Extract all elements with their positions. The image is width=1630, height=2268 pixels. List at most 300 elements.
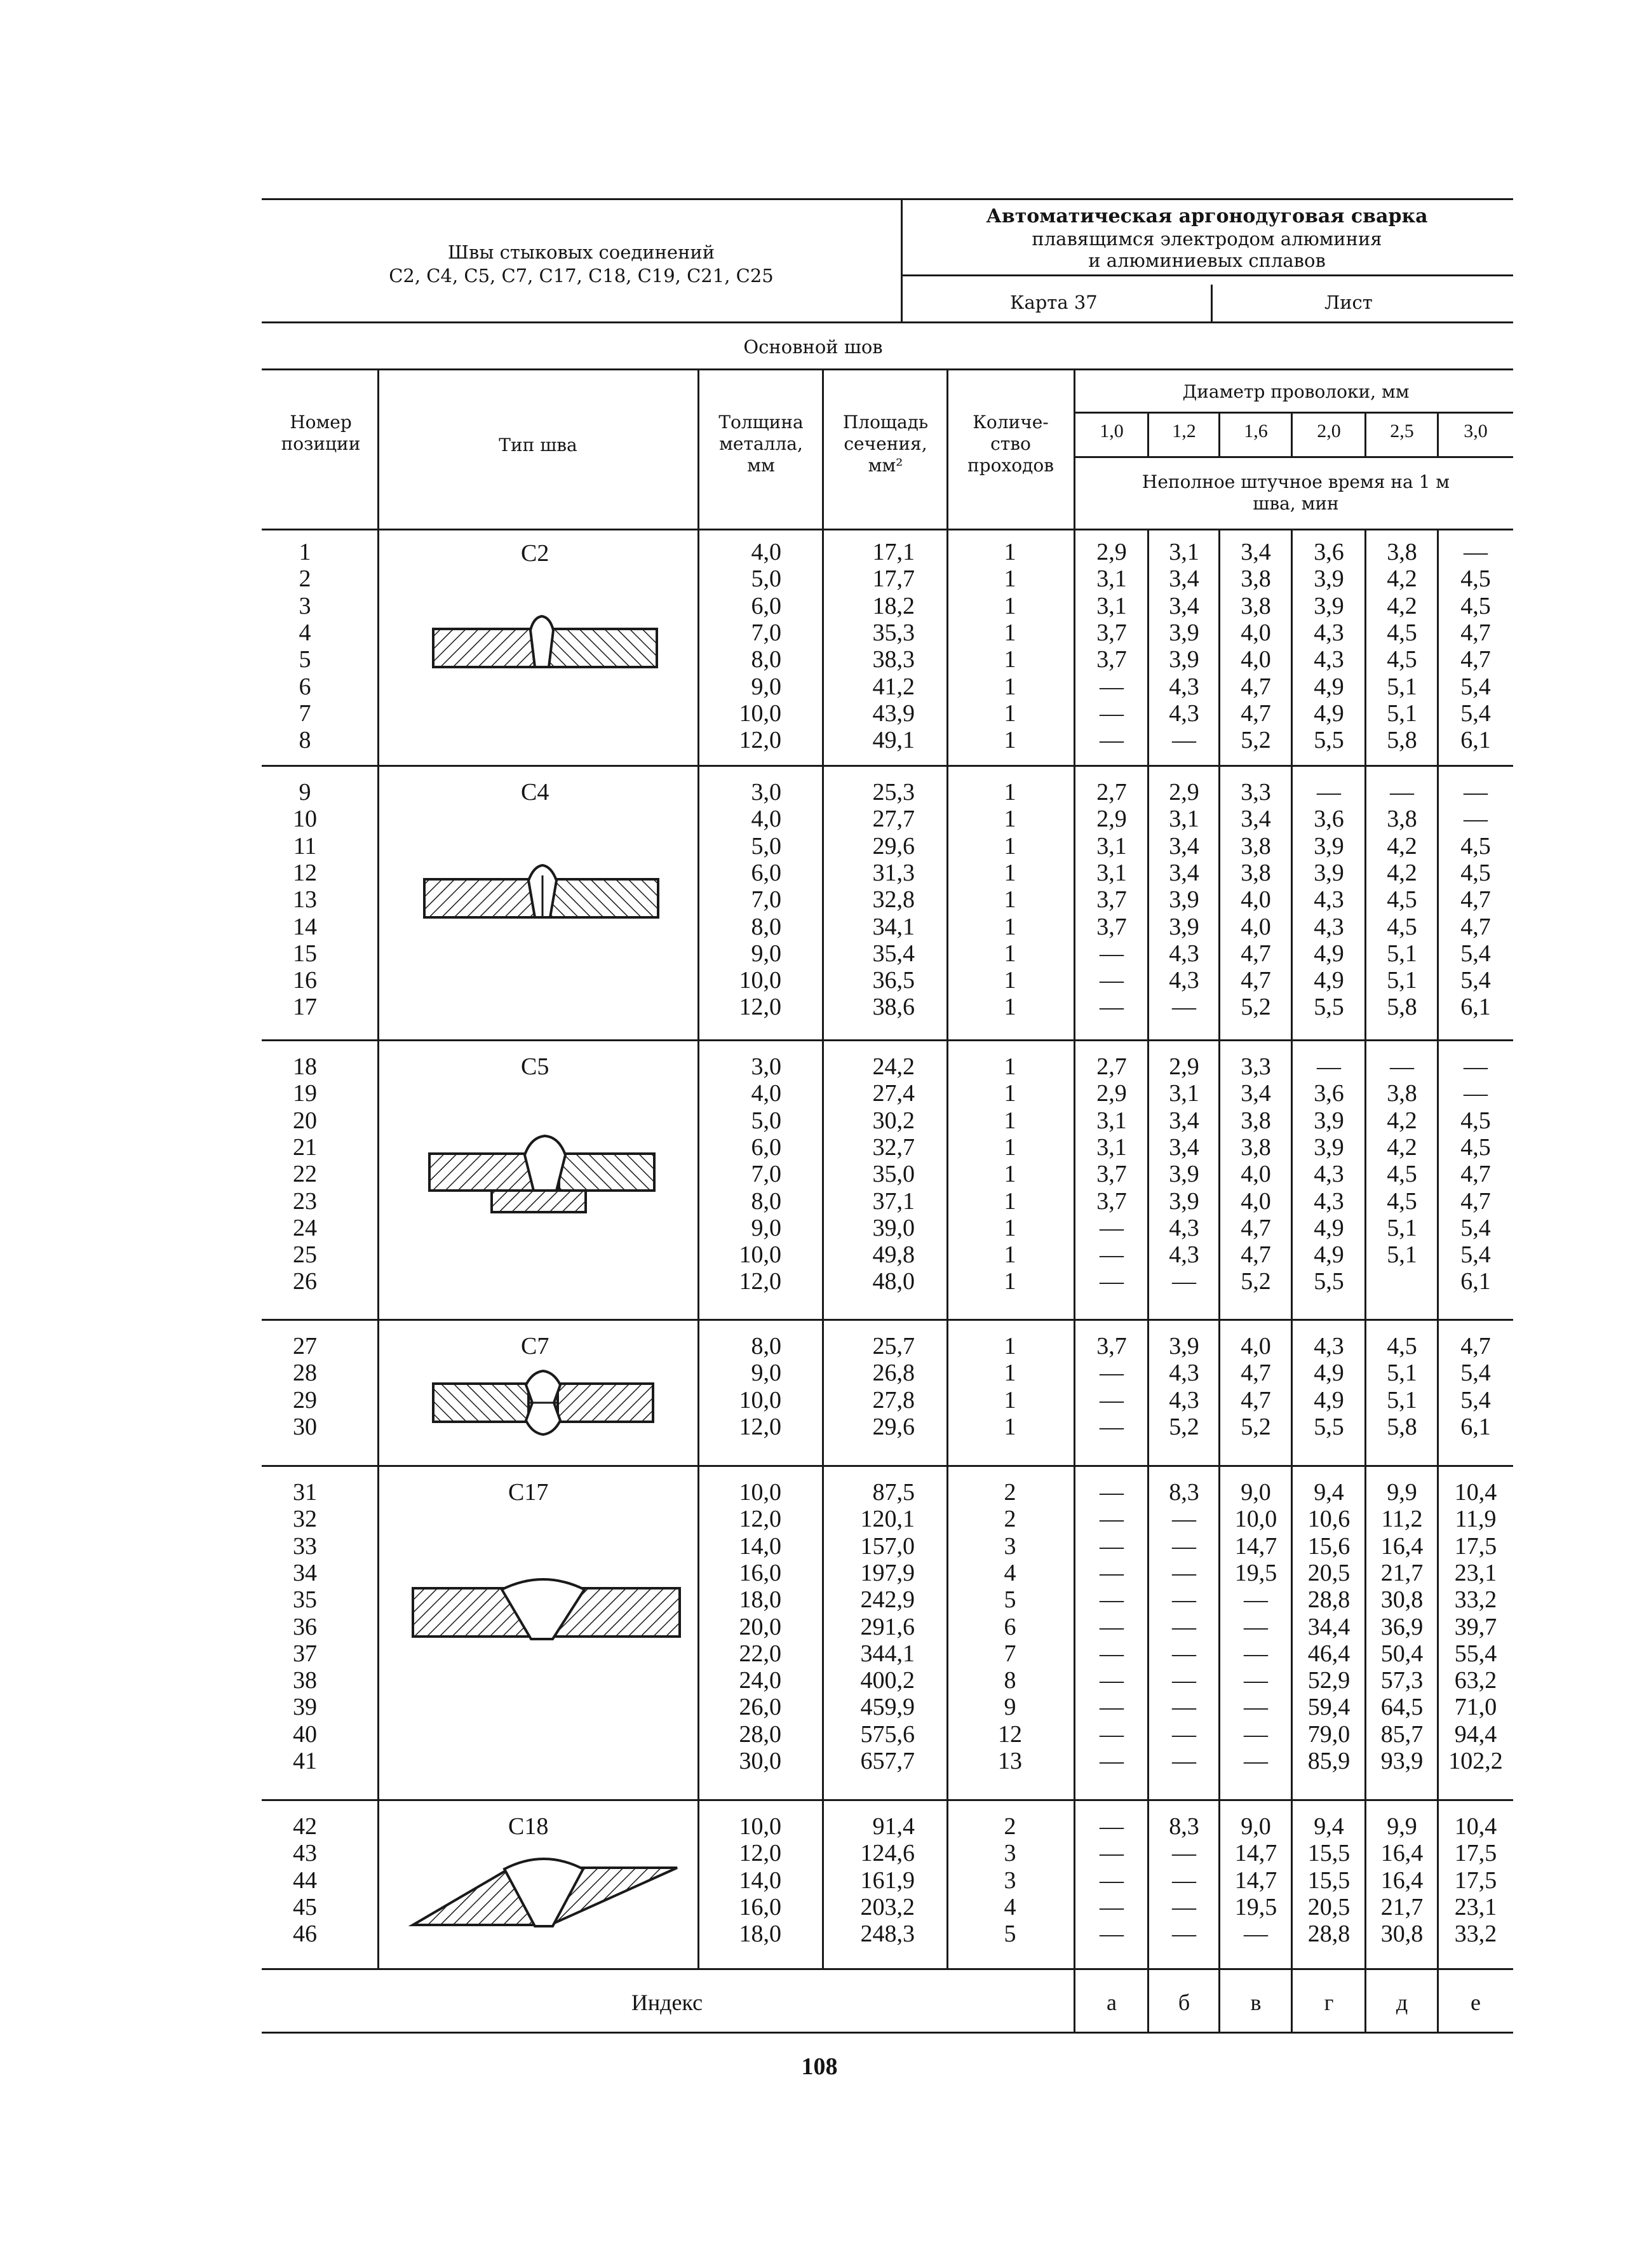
time-value: — (1172, 1893, 1196, 1920)
time-value: — (1172, 1866, 1196, 1894)
time-value: — (1100, 1559, 1124, 1586)
time-value: — (1464, 1080, 1488, 1107)
time-value: 16,4 (1380, 1840, 1424, 1867)
time-value: 6,1 (1460, 727, 1491, 754)
area-value: 29,6 (872, 1413, 915, 1440)
thickness-value: 9,0 (751, 1360, 781, 1387)
area-value: 203,2 (860, 1893, 915, 1920)
time-value: — (1172, 1748, 1196, 1774)
time-value: 4,2 (1387, 859, 1417, 886)
time-value: 4,0 (1241, 1161, 1271, 1188)
time-value: 4,5 (1460, 1133, 1491, 1161)
area-value: 17,7 (872, 565, 915, 593)
time-value: — (1244, 1720, 1268, 1748)
time-value: 9,4 (1314, 1479, 1344, 1506)
weld-type-label: С18 (508, 1813, 549, 1840)
time-value: 4,5 (1460, 565, 1491, 593)
passes-value: 8 (1004, 1667, 1016, 1694)
time-value: — (1100, 727, 1124, 754)
thickness-value: 7,0 (751, 1161, 781, 1188)
time-value: 4,5 (1387, 886, 1417, 914)
weld-type-label: С7 (521, 1333, 549, 1360)
passes-value: 1 (1004, 646, 1016, 673)
position-number: 15 (293, 940, 317, 967)
time-value: 4,7 (1460, 1161, 1491, 1188)
area-value: 344,1 (860, 1640, 915, 1667)
time-value: 4,9 (1314, 1241, 1344, 1269)
time-value: — (1100, 1813, 1124, 1840)
time-value: 9,9 (1387, 1813, 1417, 1840)
position-number: 41 (293, 1748, 317, 1774)
time-value: 5,4 (1460, 1360, 1491, 1387)
passes-value: 1 (1004, 727, 1016, 754)
time-value: 4,7 (1460, 646, 1491, 673)
time-value: 55,4 (1454, 1640, 1497, 1667)
area-value: 157,0 (860, 1532, 915, 1560)
passes-value: 1 (1004, 1080, 1016, 1107)
time-value: — (1244, 1586, 1268, 1614)
passes-value: 1 (1004, 673, 1016, 700)
time-value: 3,1 (1096, 1133, 1127, 1161)
time-value: 3,4 (1241, 806, 1271, 833)
time-value: 4,7 (1241, 673, 1271, 700)
thickness-value: 4,0 (751, 539, 781, 565)
time-value: 57,3 (1380, 1667, 1424, 1694)
thickness-value: 10,0 (739, 699, 781, 727)
time-value: 85,9 (1307, 1748, 1350, 1774)
time-value: 5,2 (1241, 727, 1271, 754)
time-value: — (1100, 1214, 1124, 1241)
time-value: 15,6 (1307, 1532, 1350, 1560)
card-label: Карта 37 (1010, 292, 1098, 313)
time-value: 9,9 (1387, 1479, 1417, 1506)
time-value: 3,8 (1241, 592, 1271, 619)
time-value: — (1100, 1748, 1124, 1774)
passes-value: 1 (1004, 779, 1016, 806)
time-value: — (1172, 1720, 1196, 1748)
thickness-value: 12,0 (739, 1413, 781, 1440)
time-value: 4,3 (1314, 646, 1344, 673)
time-value: 5,1 (1387, 673, 1417, 700)
position-number: 26 (293, 1268, 317, 1295)
position-number: 24 (293, 1214, 317, 1241)
time-value: 2,7 (1096, 779, 1127, 806)
time-value: 4,9 (1314, 1386, 1344, 1414)
time-value: 3,8 (1241, 859, 1271, 886)
time-value: 3,1 (1169, 1080, 1199, 1107)
time-value: — (1172, 1506, 1196, 1533)
time-value: 3,1 (1169, 539, 1199, 565)
time-value: — (1100, 1268, 1124, 1295)
time-value: 4,7 (1241, 699, 1271, 727)
time-value: 4,9 (1314, 673, 1344, 700)
passes-value: 2 (1004, 1506, 1016, 1533)
time-value: 4,7 (1241, 940, 1271, 967)
page-number: 108 (801, 2053, 838, 2080)
time-value: — (1244, 1920, 1268, 1948)
area-value: 120,1 (860, 1506, 915, 1533)
time-value: — (1464, 1053, 1488, 1080)
time-value: 4,3 (1314, 1333, 1344, 1360)
passes-value: 1 (1004, 1333, 1016, 1360)
time-value: 5,8 (1387, 1413, 1417, 1440)
index-letter: в (1250, 1990, 1262, 2015)
thickness-value: 12,0 (739, 727, 781, 754)
time-value: 30,8 (1380, 1920, 1424, 1948)
time-value: 4,3 (1169, 967, 1199, 994)
area-value: 32,8 (872, 886, 915, 914)
position-number: 27 (293, 1333, 317, 1360)
time-value: 4,3 (1169, 1214, 1199, 1241)
time-value: 20,5 (1307, 1559, 1350, 1586)
time-value: 4,3 (1314, 1161, 1344, 1188)
thickness-value: 22,0 (739, 1640, 781, 1667)
time-value: 21,7 (1380, 1559, 1424, 1586)
time-value: 85,7 (1380, 1720, 1424, 1748)
thickness-value: 10,0 (739, 1241, 781, 1269)
passes-value: 1 (1004, 699, 1016, 727)
time-value: — (1100, 699, 1124, 727)
time-value: — (1317, 1053, 1341, 1080)
position-number: 42 (293, 1813, 317, 1840)
time-value: 4,5 (1387, 619, 1417, 646)
time-value: — (1464, 779, 1488, 806)
time-value: — (1100, 1479, 1124, 1506)
time-value: — (1100, 1667, 1124, 1694)
passes-value: 1 (1004, 1386, 1016, 1414)
time-value: 3,8 (1387, 806, 1417, 833)
thickness-value: 12,0 (739, 994, 781, 1021)
passes-value: 4 (1004, 1559, 1016, 1586)
time-value: 3,9 (1314, 592, 1344, 619)
time-value: 3,3 (1241, 779, 1271, 806)
time-value: — (1172, 727, 1196, 754)
time-value: 3,6 (1314, 539, 1344, 565)
time-value: 3,4 (1241, 1080, 1271, 1107)
time-value: — (1172, 1640, 1196, 1667)
area-value: 161,9 (860, 1866, 915, 1894)
time-value: 4,5 (1460, 1107, 1491, 1134)
sheet-label: Лист (1324, 292, 1373, 313)
passes-value: 4 (1004, 1893, 1016, 1920)
area-value: 24,2 (872, 1053, 915, 1080)
col-head-time-note: Неполное штучное время на 1 м шва, мин (1142, 471, 1450, 514)
position-number: 17 (293, 994, 317, 1021)
weld-diagram-c17 (413, 1579, 680, 1639)
time-value: 17,5 (1454, 1532, 1497, 1560)
passes-value: 2 (1004, 1479, 1016, 1506)
position-number: 18 (293, 1053, 317, 1080)
time-value: 5,2 (1241, 1413, 1271, 1440)
time-value: 4,5 (1460, 592, 1491, 619)
position-number: 3 (299, 592, 311, 619)
time-value: — (1100, 1532, 1124, 1560)
time-value: 39,7 (1454, 1613, 1497, 1640)
time-value: 3,4 (1169, 592, 1199, 619)
position-number: 31 (293, 1479, 317, 1506)
thickness-value: 8,0 (751, 646, 781, 673)
time-value: 4,3 (1169, 1386, 1199, 1414)
position-number: 5 (299, 646, 311, 673)
index-top-rule (262, 1968, 1513, 1970)
area-value: 291,6 (860, 1613, 915, 1640)
time-value: 93,9 (1380, 1748, 1424, 1774)
time-value: 4,2 (1387, 1107, 1417, 1134)
thickness-value: 6,0 (751, 859, 781, 886)
time-value: 3,8 (1387, 539, 1417, 565)
time-value: 79,0 (1307, 1720, 1350, 1748)
time-value: 3,7 (1096, 619, 1127, 646)
time-value: 4,3 (1314, 1187, 1344, 1215)
time-value: — (1464, 806, 1488, 833)
time-value: 10,4 (1454, 1479, 1497, 1506)
area-value: 657,7 (860, 1748, 915, 1774)
time-value: 2,9 (1096, 806, 1127, 833)
time-value: 3,1 (1096, 832, 1127, 860)
time-value: 4,5 (1387, 1333, 1417, 1360)
time-value: 3,7 (1096, 1187, 1127, 1215)
thickness-value: 10,0 (739, 1386, 781, 1414)
time-value: 4,0 (1241, 619, 1271, 646)
position-number: 20 (293, 1107, 317, 1134)
area-value: 25,3 (872, 779, 915, 806)
time-value: — (1100, 1241, 1124, 1269)
position-number: 38 (293, 1667, 317, 1694)
thickness-value: 9,0 (751, 940, 781, 967)
time-value: 4,2 (1387, 592, 1417, 619)
area-value: 400,2 (860, 1667, 915, 1694)
position-number: 14 (293, 913, 317, 940)
position-number: 7 (299, 699, 311, 727)
passes-value: 1 (1004, 592, 1016, 619)
time-value: 4,0 (1241, 1333, 1271, 1360)
thickness-value: 5,0 (751, 832, 781, 860)
position-number: 4 (299, 619, 311, 646)
position-number: 13 (293, 886, 317, 914)
header-right-title-1: Автоматическая аргонодуговая сварка (986, 205, 1428, 227)
time-value: 4,5 (1387, 646, 1417, 673)
position-number: 30 (293, 1413, 317, 1440)
thickness-value: 28,0 (739, 1720, 781, 1748)
thickness-value: 10,0 (739, 1813, 781, 1840)
time-value: 20,5 (1307, 1893, 1350, 1920)
time-value: 4,7 (1460, 1333, 1491, 1360)
thickness-value: 26,0 (739, 1694, 781, 1721)
time-value: 5,2 (1241, 1268, 1271, 1295)
time-value: 28,8 (1307, 1586, 1350, 1614)
time-value: 3,7 (1096, 913, 1127, 940)
passes-value: 5 (1004, 1586, 1016, 1614)
time-value: 3,1 (1096, 592, 1127, 619)
time-value: 3,7 (1096, 646, 1127, 673)
weld-diagram-c5 (429, 1136, 654, 1212)
diameter-label: 1,2 (1172, 421, 1196, 442)
time-value: 4,7 (1460, 886, 1491, 914)
passes-value: 1 (1004, 994, 1016, 1021)
time-value: 5,1 (1387, 1386, 1417, 1414)
weld-diagram-c2 (433, 616, 657, 667)
passes-value: 1 (1004, 1161, 1016, 1188)
time-value: 2,9 (1169, 1053, 1199, 1080)
area-value: 43,9 (872, 699, 915, 727)
area-value: 91,4 (872, 1813, 915, 1840)
position-number: 43 (293, 1840, 317, 1867)
thickness-value: 14,0 (739, 1532, 781, 1560)
diameter-label: 2,5 (1390, 421, 1414, 442)
time-value: — (1244, 1640, 1268, 1667)
passes-value: 3 (1004, 1840, 1016, 1867)
time-value: 36,9 (1380, 1613, 1424, 1640)
time-value: 3,9 (1169, 913, 1199, 940)
weld-diagram-c18 (413, 1859, 677, 1926)
time-value: — (1172, 1667, 1196, 1694)
position-number: 35 (293, 1586, 317, 1614)
passes-value: 2 (1004, 1813, 1016, 1840)
time-value: 4,9 (1314, 967, 1344, 994)
thickness-value: 4,0 (751, 806, 781, 833)
time-value: 4,3 (1169, 673, 1199, 700)
time-value: 4,7 (1241, 967, 1271, 994)
position-number: 19 (293, 1080, 317, 1107)
time-value: — (1172, 1694, 1196, 1721)
header-right-title-3: и алюминиевых сплавов (1088, 250, 1326, 271)
passes-value: 9 (1004, 1694, 1016, 1721)
thickness-value: 3,0 (751, 1053, 781, 1080)
time-value: 59,4 (1307, 1694, 1350, 1721)
time-value: 3,9 (1169, 646, 1199, 673)
time-value: 3,4 (1169, 859, 1199, 886)
thickness-value: 4,0 (751, 1080, 781, 1107)
time-value: 23,1 (1454, 1893, 1497, 1920)
index-label: Индекс (631, 1990, 703, 2015)
thickness-value: 18,0 (739, 1920, 781, 1948)
thickness-value: 8,0 (751, 1187, 781, 1215)
weld-type-label: С17 (508, 1479, 549, 1506)
time-value: 4,3 (1314, 913, 1344, 940)
passes-value: 1 (1004, 565, 1016, 593)
time-value: 4,3 (1314, 886, 1344, 914)
position-number: 6 (299, 673, 311, 700)
passes-value: 1 (1004, 806, 1016, 833)
time-value: 63,2 (1454, 1667, 1497, 1694)
time-value: — (1244, 1667, 1268, 1694)
position-number: 22 (293, 1161, 317, 1188)
area-value: 124,6 (860, 1840, 915, 1867)
area-value: 25,7 (872, 1333, 915, 1360)
passes-value: 1 (1004, 859, 1016, 886)
time-value: — (1100, 1360, 1124, 1387)
time-value: 5,1 (1387, 940, 1417, 967)
passes-value: 1 (1004, 539, 1016, 565)
thickness-value: 5,0 (751, 1107, 781, 1134)
area-value: 38,3 (872, 646, 915, 673)
col-head-wire-diameter: Диаметр проволоки, мм (1182, 381, 1410, 402)
area-value: 37,1 (872, 1187, 915, 1215)
thickness-value: 14,0 (739, 1866, 781, 1894)
area-value: 41,2 (872, 673, 915, 700)
time-value: 4,9 (1314, 1214, 1344, 1241)
passes-value: 1 (1004, 886, 1016, 914)
time-value: 6,1 (1460, 1413, 1491, 1440)
time-value: 2,9 (1096, 539, 1127, 565)
diameter-label: 1,6 (1244, 421, 1268, 442)
header-right-title-2: плавящимся электродом алюминия (1032, 228, 1382, 250)
area-value: 27,8 (872, 1386, 915, 1414)
time-value: 9,0 (1241, 1479, 1271, 1506)
area-value: 32,7 (872, 1133, 915, 1161)
thickness-value: 6,0 (751, 592, 781, 619)
time-value: — (1100, 1586, 1124, 1614)
area-value: 29,6 (872, 832, 915, 860)
weld-type-label: С5 (521, 1053, 549, 1080)
area-value: 49,1 (872, 727, 915, 754)
area-value: 35,0 (872, 1161, 915, 1188)
thickness-value: 10,0 (739, 967, 781, 994)
time-value: 16,4 (1380, 1532, 1424, 1560)
time-value: 5,5 (1314, 994, 1344, 1021)
time-value: 4,3 (1314, 619, 1344, 646)
time-value: 64,5 (1380, 1694, 1424, 1721)
area-value: 30,2 (872, 1107, 915, 1134)
index-bottom-rule (262, 2032, 1513, 2034)
passes-value: 6 (1004, 1613, 1016, 1640)
time-value: — (1100, 1506, 1124, 1533)
header-left-subtitle: С2, С4, С5, С7, С17, С18, С19, С21, С25 (389, 265, 774, 287)
time-value: 4,3 (1169, 940, 1199, 967)
col-head-passes: Количе- ство проходов (967, 412, 1054, 476)
position-number: 21 (293, 1133, 317, 1161)
thickness-value: 6,0 (751, 1133, 781, 1161)
time-value: 5,4 (1460, 1241, 1491, 1269)
area-value: 27,7 (872, 806, 915, 833)
time-value: 17,5 (1454, 1866, 1497, 1894)
time-value: 3,1 (1096, 565, 1127, 593)
time-value: 5,1 (1387, 967, 1417, 994)
position-number: 39 (293, 1694, 317, 1721)
passes-value: 1 (1004, 1053, 1016, 1080)
area-value: 48,0 (872, 1268, 915, 1295)
area-value: 26,8 (872, 1360, 915, 1387)
header-left-title: Швы стыковых соединений (447, 241, 715, 263)
thickness-value: 12,0 (739, 1506, 781, 1533)
weld-type-label: С2 (521, 540, 549, 567)
thickness-value: 8,0 (751, 913, 781, 940)
position-number: 12 (293, 859, 317, 886)
time-value: 4,5 (1387, 1187, 1417, 1215)
thickness-value: 7,0 (751, 886, 781, 914)
position-number: 9 (299, 779, 311, 806)
time-value: 23,1 (1454, 1559, 1497, 1586)
thickness-value: 5,0 (751, 565, 781, 593)
time-value: 10,0 (1234, 1506, 1277, 1533)
time-value: 3,1 (1169, 806, 1199, 833)
time-value: — (1100, 994, 1124, 1021)
time-value: — (1172, 1586, 1196, 1614)
time-value: 3,1 (1096, 1107, 1127, 1134)
time-value: 5,5 (1314, 1268, 1344, 1295)
position-number: 28 (293, 1360, 317, 1387)
position-number: 33 (293, 1532, 317, 1560)
time-value: 5,1 (1387, 1360, 1417, 1387)
time-value: 2,7 (1096, 1053, 1127, 1080)
time-value: 102,2 (1448, 1748, 1503, 1774)
area-value: 242,9 (860, 1586, 915, 1614)
time-value: 33,2 (1454, 1586, 1497, 1614)
position-number: 23 (293, 1187, 317, 1215)
passes-value: 1 (1004, 619, 1016, 646)
area-value: 575,6 (860, 1720, 915, 1748)
time-value: — (1100, 1694, 1124, 1721)
